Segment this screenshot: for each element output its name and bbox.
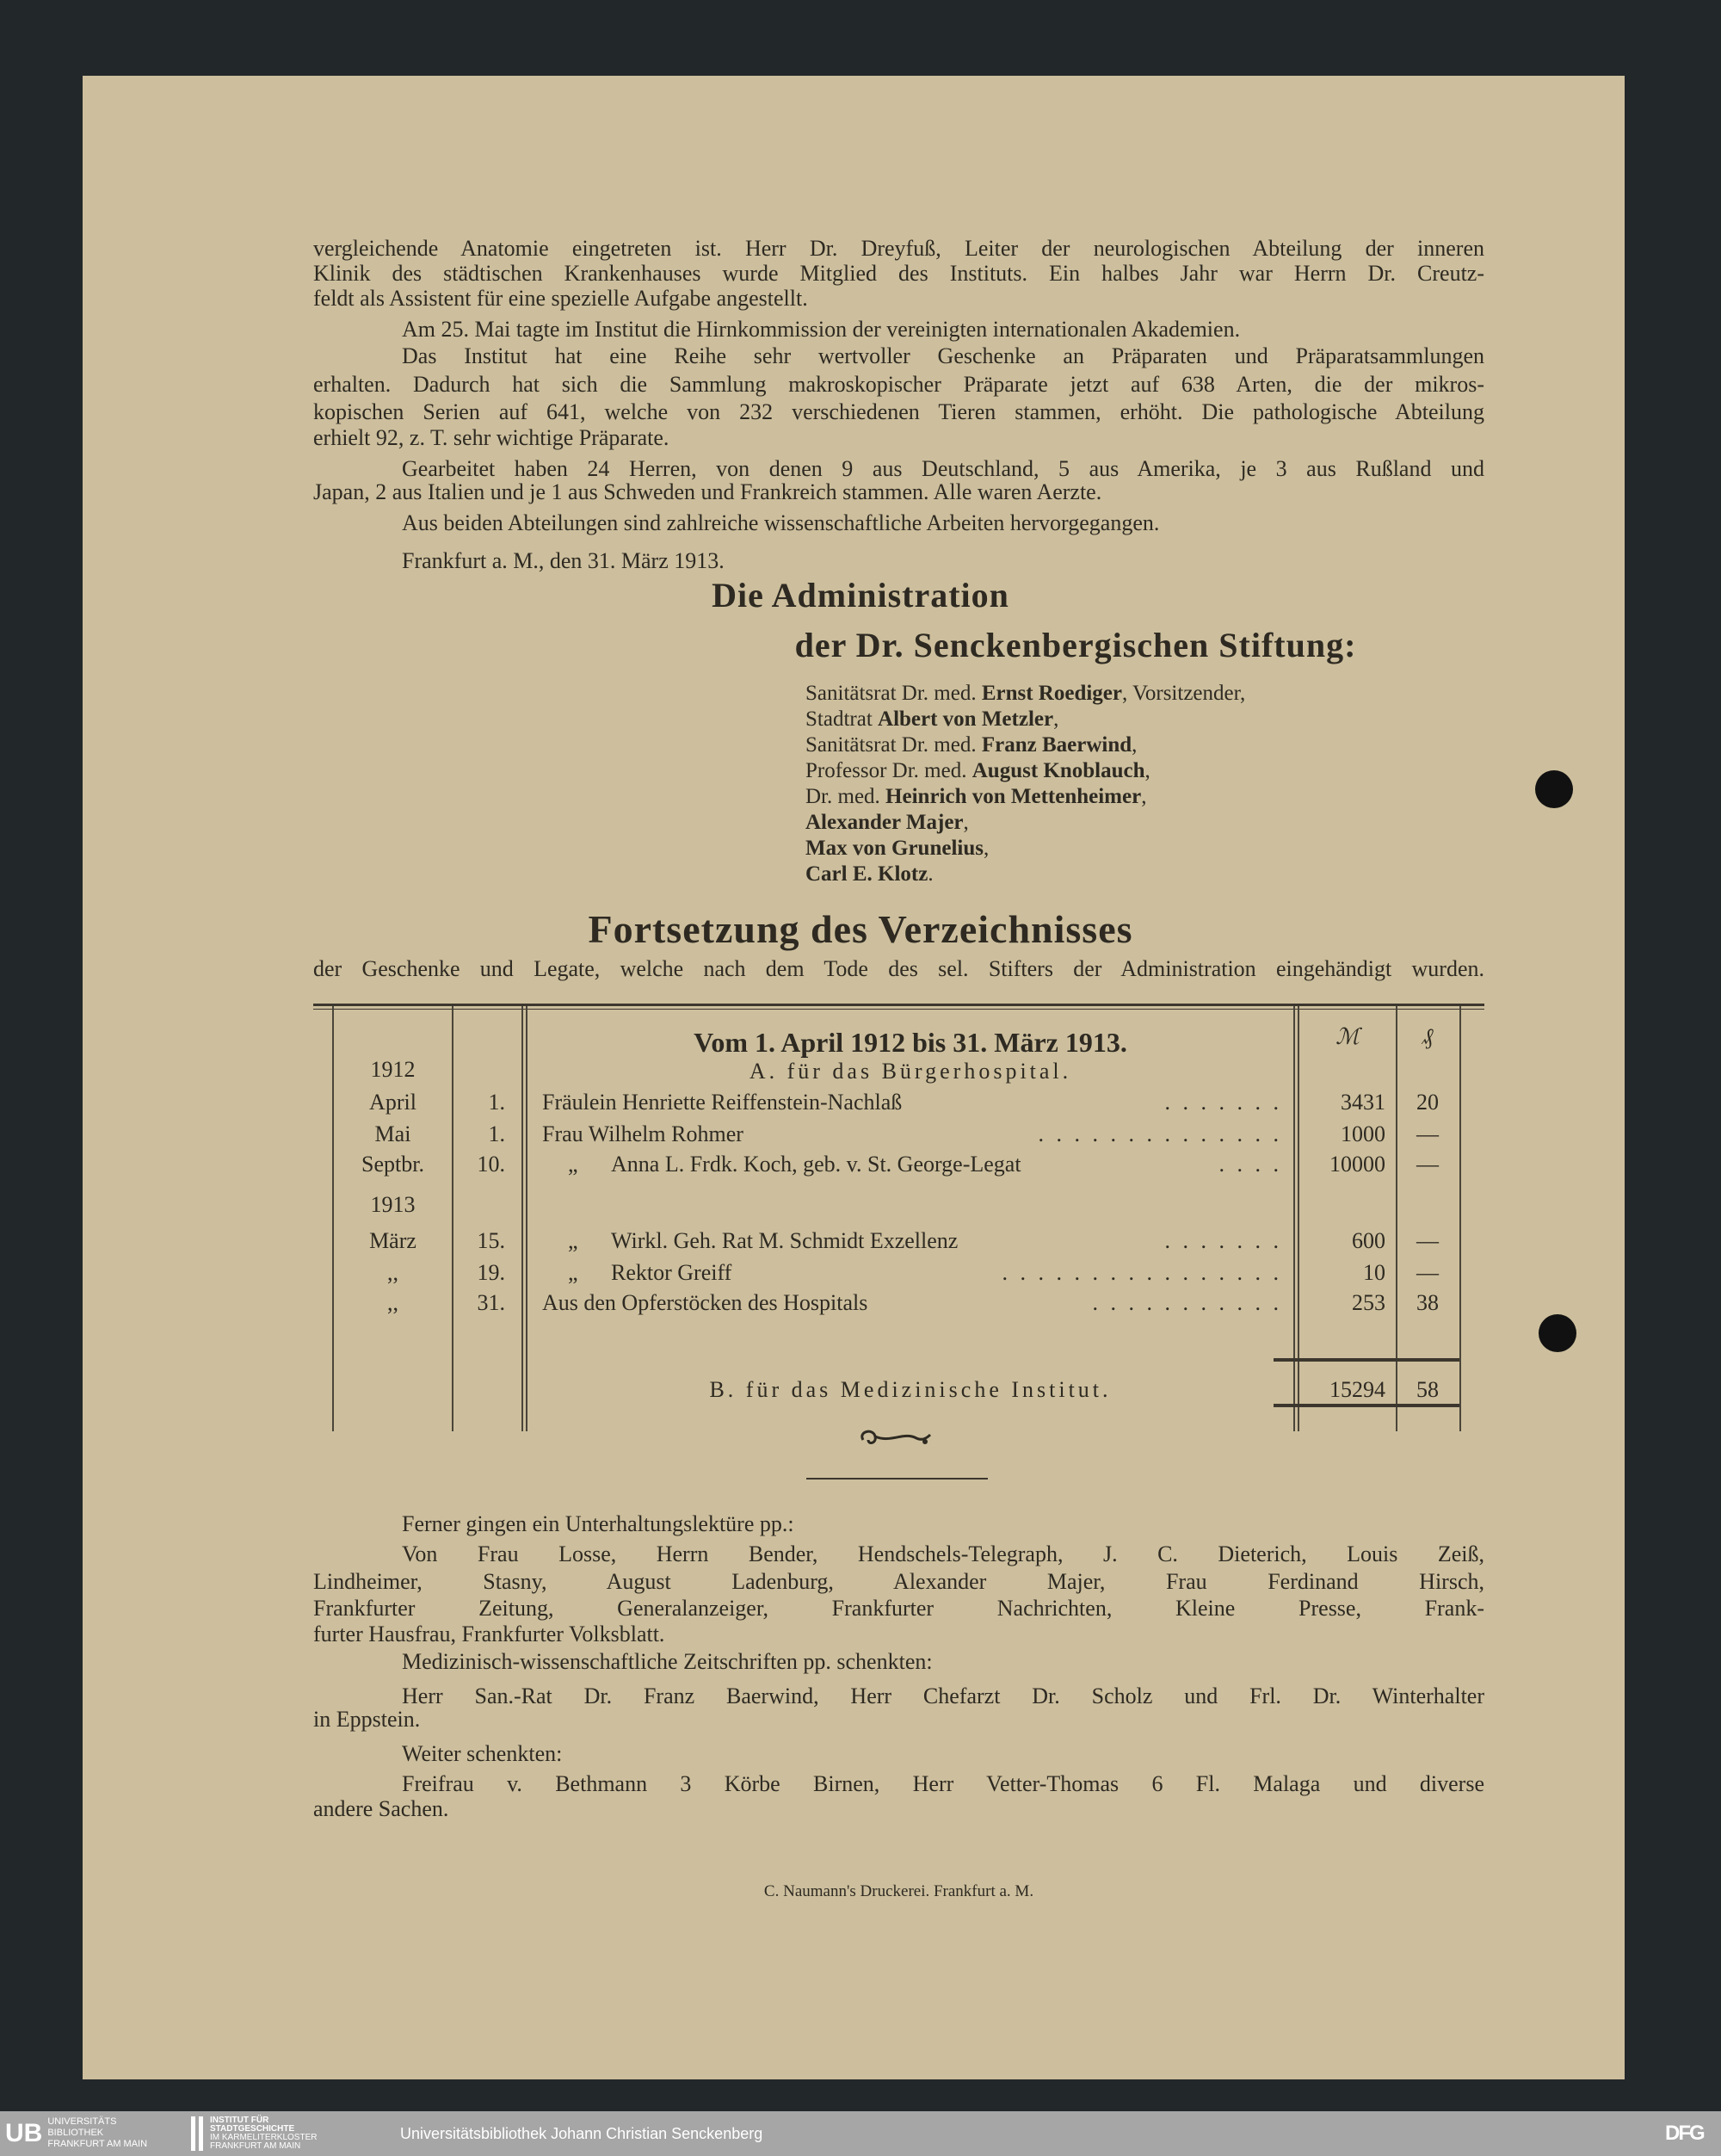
text-line: vergleichende Anatomie eingetreten ist. Herr Dr. Dreyfuß, Leiter der neurologischen Abteilung der inneren bbox=[313, 236, 1484, 261]
dfg-logo: DFG bbox=[1665, 2122, 1704, 2145]
year-1912: 1912 bbox=[370, 1057, 416, 1082]
row-text: Frau Wilhelm Rohmer bbox=[542, 1121, 743, 1146]
signatory bbox=[805, 862, 934, 887]
signatory-suffix: , bbox=[1132, 733, 1138, 757]
signatory-name: Carl E. Klotz bbox=[805, 862, 928, 886]
text-line: Gearbeitet haben 24 Herren, von denen 9 aus Deutschland, 5 aus Amerika, je 3 aus Rußland und bbox=[402, 456, 1484, 481]
signatory-suffix: . bbox=[928, 862, 934, 886]
row-day: 31. bbox=[477, 1290, 505, 1315]
signatory-title: Sanitätsrat Dr. med. bbox=[805, 733, 982, 757]
row-pfennig: — bbox=[1416, 1260, 1439, 1285]
row-text: Fräulein Henriette Reiffenstein-Nachlaß bbox=[542, 1090, 903, 1115]
text-line: erhalten. Dadurch hat sich die Sammlung makroskopischer Präparate jetzt auf 638 Arten, die der mikros- bbox=[313, 372, 1484, 397]
signatory bbox=[805, 681, 1245, 707]
text-line: furter Hausfrau, Frankfurter Volksblatt. bbox=[313, 1622, 665, 1646]
divider bbox=[806, 1478, 988, 1480]
isg-logo: INSTITUT FÜR STADTGESCHICHTE IM KARMELITERKLOSTER FRANKFURT AM MAIN bbox=[191, 2116, 365, 2151]
text-line: Das Institut hat eine Reihe sehr wertvoller Geschenke an Präparaten und Präparatsammlungen bbox=[402, 343, 1484, 368]
signatory bbox=[805, 732, 1137, 758]
row-day: 10. bbox=[477, 1152, 505, 1177]
signatory bbox=[805, 784, 1146, 810]
signatory-suffix: , bbox=[1141, 785, 1147, 808]
signatory-name: Franz Baerwind bbox=[981, 733, 1132, 757]
text-line: Lindheimer, Stasny, August Ladenburg, Alexander Majer, Frau Ferdinand Hirsch, bbox=[313, 1569, 1484, 1594]
row-pfennig: — bbox=[1416, 1152, 1439, 1177]
signatory-title: Stadtrat bbox=[805, 707, 879, 731]
signatory-suffix: , Vorsitzender, bbox=[1122, 682, 1246, 705]
row-description bbox=[542, 1121, 1282, 1147]
signatory-name: Max von Grunelius bbox=[805, 837, 984, 860]
printer-imprint: C. Naumann's Druckerei. Frankfurt a. M. bbox=[763, 1882, 1034, 1900]
row-ditto: „ bbox=[568, 1260, 578, 1285]
row-description bbox=[542, 1260, 1282, 1286]
row-leader-dots: . . . . . . . bbox=[1164, 1090, 1282, 1115]
signatory bbox=[805, 707, 1058, 732]
text-line: Frankfurter Zeitung, Generalanzeiger, Frankfurter Nachrichten, Kleine Presse, Frank- bbox=[313, 1596, 1484, 1621]
signatory-title: Sanitätsrat Dr. med. bbox=[805, 682, 982, 705]
row-month: April bbox=[369, 1090, 416, 1115]
signatory bbox=[805, 836, 989, 862]
mark-column-header: ℳ bbox=[1335, 1024, 1360, 1049]
text-line: Japan, 2 aus Italien und je 1 aus Schweden und Frankreich stammen. Alle waren Aerzte. bbox=[313, 479, 1102, 504]
table-period-heading: Vom 1. April 1912 bis 31. März 1913. bbox=[694, 1027, 1127, 1058]
row-description bbox=[542, 1290, 1282, 1316]
row-text: Aus den Opferstöcken des Hospitals bbox=[542, 1290, 868, 1315]
row-text: Anna L. Frdk. Koch, geb. v. St. George-Legat bbox=[611, 1152, 1021, 1177]
row-leader-dots: . . . . . . . . . . . bbox=[1092, 1290, 1282, 1315]
signatory-name: Albert von Metzler bbox=[878, 707, 1054, 731]
signatory-name: Alexander Majer bbox=[805, 811, 964, 834]
row-text: Rektor Greiff bbox=[611, 1260, 732, 1285]
row-month: ,, bbox=[387, 1290, 398, 1315]
row-mark: 253 bbox=[1352, 1290, 1385, 1315]
row-pfennig: — bbox=[1416, 1121, 1439, 1146]
row-leader-dots: . . . . . . . bbox=[1164, 1228, 1282, 1253]
row-leader-dots: . . . . bbox=[1218, 1152, 1282, 1177]
punch-hole bbox=[1535, 770, 1573, 808]
signatory-suffix: , bbox=[1144, 759, 1150, 782]
text-line: andere Sachen. bbox=[313, 1796, 449, 1821]
text-line: Frankfurt a. M., den 31. März 1913. bbox=[402, 548, 725, 573]
row-description bbox=[542, 1152, 1282, 1177]
library-name: Universitätsbibliothek Johann Christian Senckenberg bbox=[400, 2125, 763, 2142]
row-mark: 10 bbox=[1363, 1260, 1385, 1285]
row-text: Wirkl. Geh. Rat M. Schmidt Exzellenz bbox=[611, 1228, 959, 1253]
signatory-name: Heinrich von Mettenheimer bbox=[885, 785, 1142, 808]
signatory-title: Dr. med. bbox=[805, 785, 886, 808]
row-pfennig: — bbox=[1416, 1228, 1439, 1253]
year-1913: 1913 bbox=[370, 1192, 416, 1217]
section-b-heading: B. für das Medizinische Institut. bbox=[709, 1377, 1112, 1402]
row-description bbox=[542, 1090, 1282, 1115]
row-ditto: „ bbox=[568, 1152, 578, 1177]
signatory-name: August Knoblauch bbox=[972, 759, 1145, 782]
text-line: Medizinisch-wissenschaftliche Zeitschriften pp. schenkten: bbox=[402, 1649, 933, 1674]
row-leader-dots: . . . . . . . . . . . . . . . . bbox=[1002, 1260, 1282, 1285]
signatory-suffix: , bbox=[963, 811, 969, 834]
row-mark: 3431 bbox=[1341, 1090, 1385, 1115]
section-title: Fortsetzung des Verzeichnisses bbox=[588, 907, 1133, 951]
signature-subtitle: der Dr. Senckenbergischen Stiftung: bbox=[794, 626, 1357, 664]
row-mark: 1000 bbox=[1341, 1121, 1385, 1146]
row-day: 1. bbox=[488, 1121, 505, 1146]
text-line: in Eppstein. bbox=[313, 1707, 421, 1732]
footer-bar bbox=[0, 2111, 1721, 2156]
text-line: Aus beiden Abteilungen sind zahlreiche wissenschaftliche Arbeiten hervorgegangen. bbox=[402, 510, 1160, 535]
row-month: Septbr. bbox=[361, 1152, 424, 1177]
text-line: Von Frau Losse, Herrn Bender, Hendschels-Telegraph, J. C. Dieterich, Louis Zeiß, bbox=[402, 1541, 1484, 1566]
row-day: 1. bbox=[488, 1090, 505, 1115]
signatory bbox=[805, 758, 1150, 784]
row-mark: 10000 bbox=[1329, 1152, 1385, 1177]
row-pfennig: 38 bbox=[1416, 1290, 1439, 1315]
row-day: 19. bbox=[477, 1260, 505, 1285]
text-line: Weiter schenkten: bbox=[402, 1741, 563, 1766]
row-description bbox=[542, 1228, 1282, 1254]
text-line: feldt als Assistent für eine spezielle Aufgabe angestellt. bbox=[313, 286, 808, 311]
signatory-suffix: , bbox=[1053, 707, 1059, 731]
row-month: Mai bbox=[374, 1121, 411, 1146]
row-ditto: „ bbox=[568, 1228, 578, 1253]
text-line: Klinik des städtischen Krankenhauses wurde Mitglied des Instituts. Ein halbes Jahr war Herrn Dr. Creutz- bbox=[313, 261, 1484, 286]
text-line: Ferner gingen ein Unterhaltungslektüre pp.: bbox=[402, 1511, 794, 1536]
row-month: März bbox=[369, 1228, 416, 1253]
ub-logo: UB UNIVERSITÄTS BIBLIOTHEK FRANKFURT AM MAIN bbox=[5, 2116, 148, 2149]
ornament-icon bbox=[856, 1424, 934, 1450]
row-pfennig: 20 bbox=[1416, 1090, 1439, 1115]
text-line: kopischen Serien auf 641, welche von 232 verschiedenen Tieren stammen, erhöht. Die pathologische Abteilung bbox=[313, 399, 1484, 424]
punch-hole bbox=[1539, 1314, 1576, 1352]
signatory-suffix: , bbox=[983, 837, 990, 860]
text-line: erhielt 92, z. T. sehr wichtige Präparate. bbox=[313, 425, 669, 450]
text-line: Freifrau v. Bethmann 3 Körbe Birnen, Herr Vetter-Thomas 6 Fl. Malaga und diverse bbox=[402, 1771, 1484, 1796]
row-leader-dots: . . . . . . . . . . . . . . bbox=[1038, 1121, 1282, 1146]
pfennig-column-header: ₰ bbox=[1422, 1024, 1434, 1049]
row-month: ,, bbox=[387, 1260, 398, 1285]
total-pfennig: 58 bbox=[1416, 1377, 1439, 1402]
section-a-heading: A. für das Bürgerhospital. bbox=[749, 1059, 1072, 1084]
signature-title: Die Administration bbox=[712, 576, 1009, 615]
total-mark: 15294 bbox=[1329, 1377, 1385, 1402]
signatory bbox=[805, 810, 969, 836]
section-subtitle: der Geschenke und Legate, welche nach dem Tode des sel. Stifters der Administration eingehändigt wurden. bbox=[313, 956, 1484, 981]
row-mark: 600 bbox=[1352, 1228, 1385, 1253]
text-line: Herr San.-Rat Dr. Franz Baerwind, Herr Chefarzt Dr. Scholz und Frl. Dr. Winterhalter bbox=[402, 1683, 1484, 1708]
signatory-title: Professor Dr. med. bbox=[805, 759, 972, 782]
text-line: Am 25. Mai tagte im Institut die Hirnkommission der vereinigten internationalen Akademien. bbox=[402, 317, 1241, 342]
row-day: 15. bbox=[477, 1228, 505, 1253]
signatory-name: Ernst Roediger bbox=[981, 682, 1122, 705]
